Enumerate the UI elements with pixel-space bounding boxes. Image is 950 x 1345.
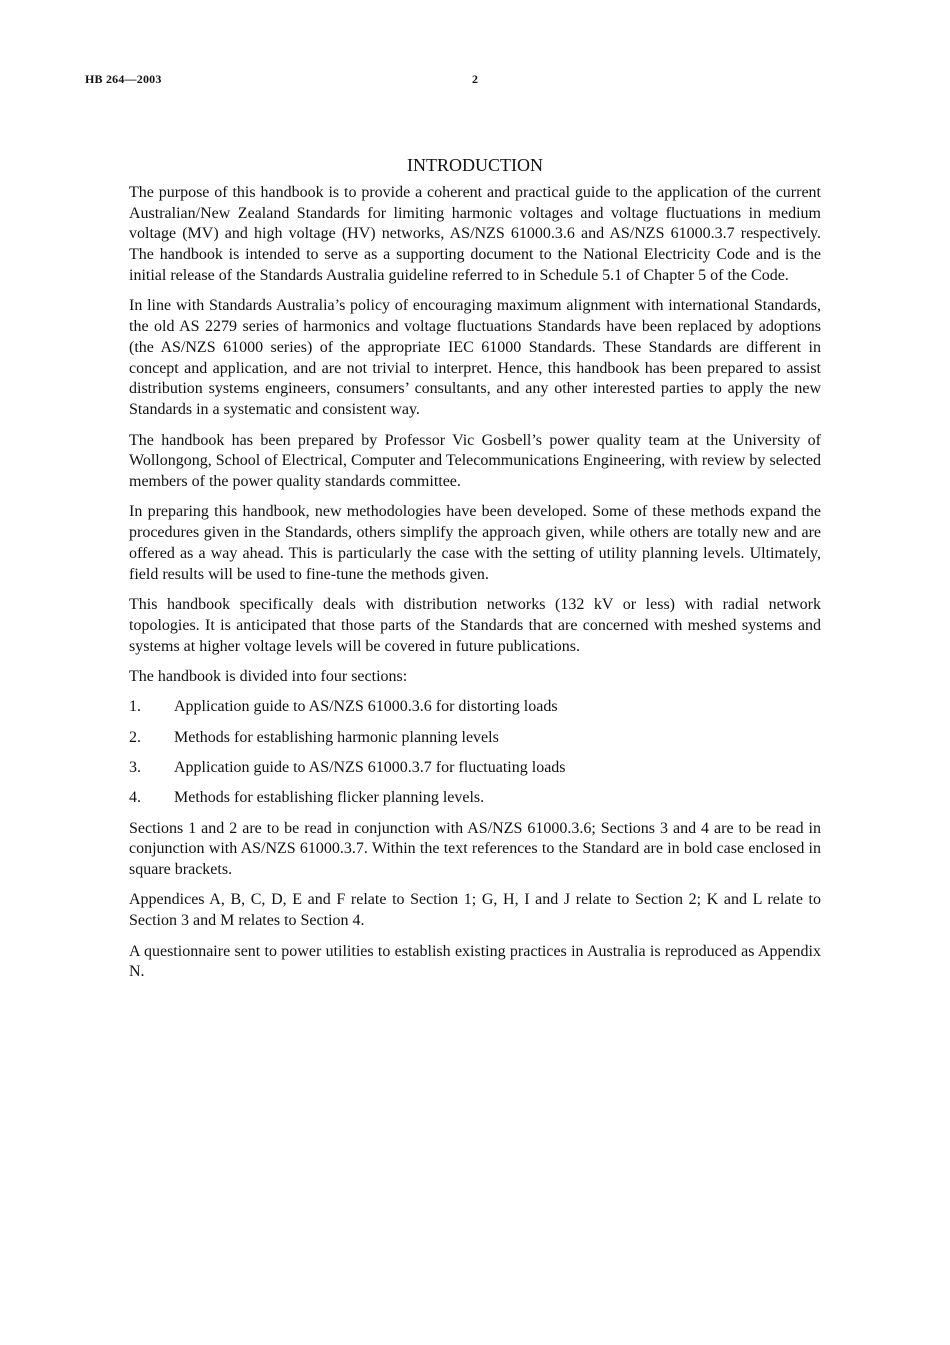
paragraph-scope: This handbook specifically deals with distribution networks (132 kV or less) with radial network topologies. It is anticipated that those parts of the Standards that are concerned with meshed systems and systems at higher voltage levels will be covered in future publications. [129,596,821,655]
list-item [129,758,821,779]
list-item [129,697,821,718]
document-id: HB 264—2003 [85,72,162,86]
paragraph-questionnaire: A questionnaire sent to power utilities to establish existing practices in Australia is reproduced as Appendix N. [129,942,821,981]
paragraph-alignment: In line with Standards Australia’s policy of encouraging maximum alignment with international Standards, the old AS 2279 series of harmonics and voltage fluctuations Standards have been replaced by adoptions (the AS/NZS 61000 series) of the appropriate IEC 61000 Standards. These Standards are different in concept and application, and are not trivial to interpret. Hence, this handbook has been prepared to assist distribution systems engineers, consumers’ consultants, and any other interested parties to apply the new Standards in a systematic and consistent way. [129,297,821,419]
list-item [129,788,821,809]
paragraph-sections-intro: The handbook is divided into four sections: [129,668,408,686]
paragraph-methodologies: In preparing this handbook, new methodologies have been developed. Some of these methods expand the procedures given in the Standards, others simplify the approach given, while others are totally new and are offered as a way ahead. This is particularly the case with the setting of utility planning levels. Ultimately, field results will be used to fine-tune the methods given. [129,503,821,583]
list-item [129,728,821,749]
paragraph-appendices: Appendices A, B, C, D, E and F relate to Section 1; G, H, I and J relate to Section 2; K and L relate to Section 3 and M relates to Section 4. [129,891,821,930]
list-item-text: Methods for establishing harmonic planning levels [174,728,499,746]
list-item-number: 3. [129,758,141,776]
list-item-number: 4. [129,789,141,807]
sections-list [129,697,821,809]
paragraph-reading-guide: Sections 1 and 2 are to be read in conjunction with AS/NZS 61000.3.6; Sections 3 and 4 are to be read in conjunction with AS/NZS 61000.3.7. Within the text references to the Standard are in bold case enclosed in square brackets. [129,819,821,879]
main-content [129,155,821,993]
paragraph-authors: The handbook has been prepared by Professor Vic Gosbell’s power quality team at the University of Wollongong, School of Electrical, Computer and Telecommunications Engineering, with review by selected members of the power quality standards committee. [129,431,821,491]
list-item-number: 2. [129,728,141,746]
list-item-text: Application guide to AS/NZS 61000.3.7 for fluctuating loads [174,758,566,776]
paragraph-purpose: The purpose of this handbook is to provide a coherent and practical guide to the application of the current Australian/New Zealand Standards for limiting harmonic voltages and voltage fluctuations in medium voltage (MV) and high voltage (HV) networks, AS/NZS 61000.3.6 and AS/NZS 61000.3.7 respectively. The handbook is intended to serve as a supporting document to the National Electricity Code and is the initial release of the Standards Australia guideline referred to in Schedule 5.1 of Chapter 5 of the Code. [129,183,821,284]
list-item-text: Application guide to AS/NZS 61000.3.6 for distorting loads [174,698,558,716]
page-title: INTRODUCTION [407,155,543,175]
page-number: 2 [472,72,478,86]
list-item-text: Methods for establishing flicker planning levels. [174,789,485,807]
list-item-number: 1. [129,698,141,716]
